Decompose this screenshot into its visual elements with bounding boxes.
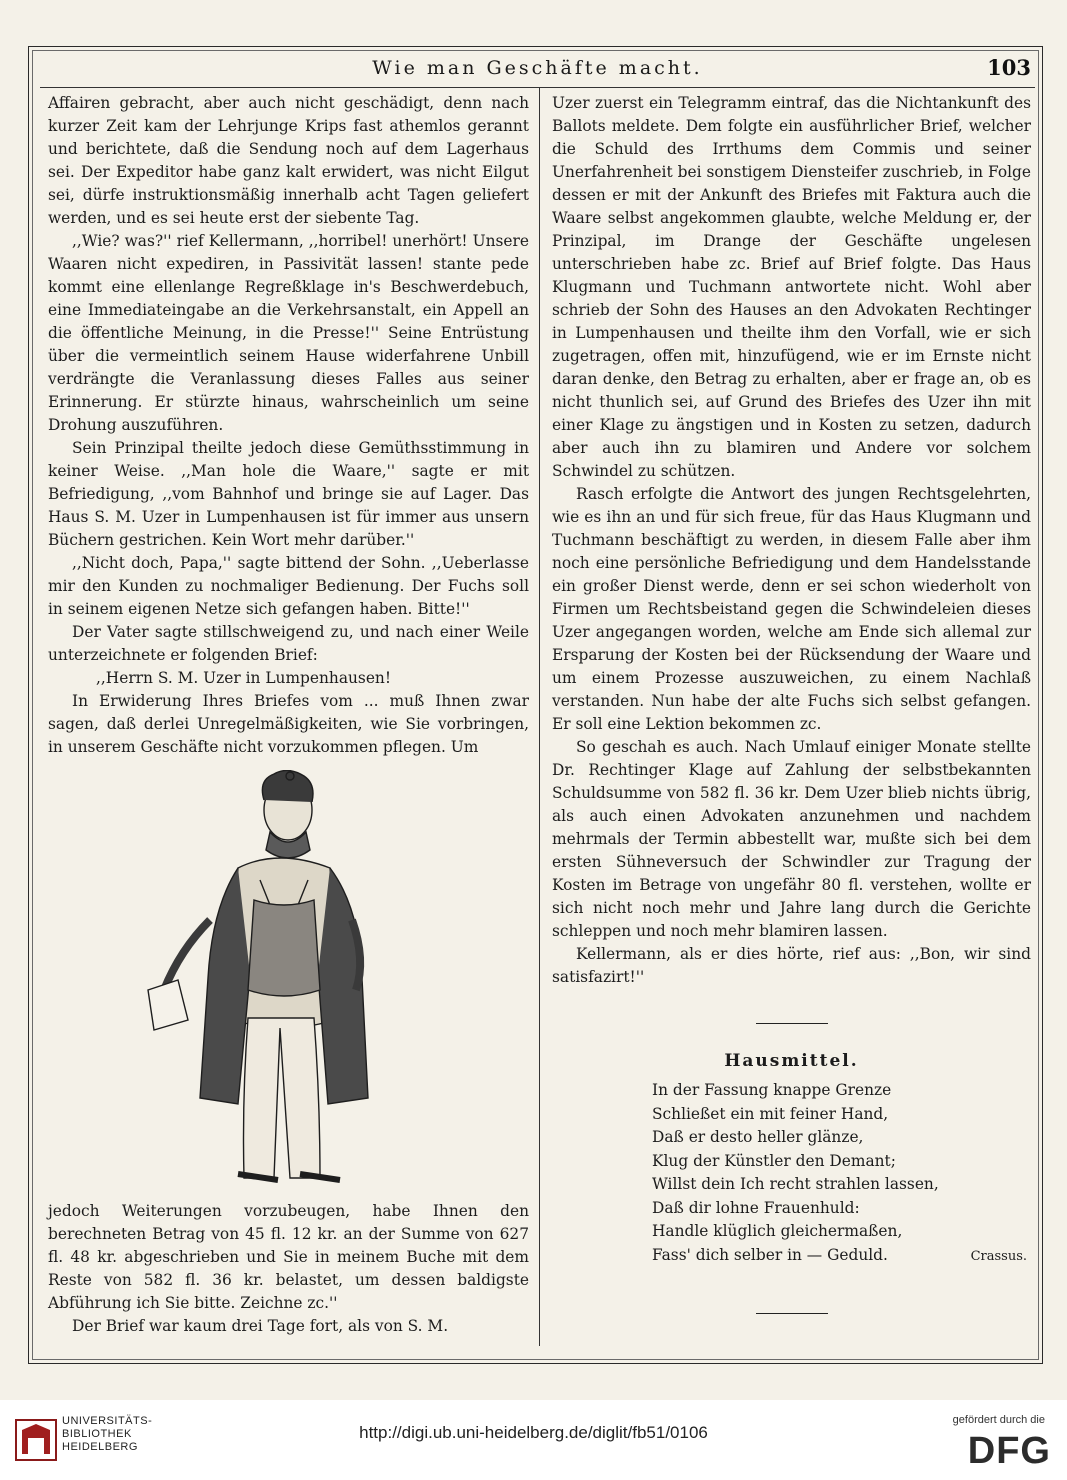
poem-line: Fass' dich selber in — Geduld. (652, 1245, 888, 1264)
poem-author: Crassus. (970, 1249, 1027, 1264)
permalink-url[interactable]: http://digi.ub.uni-heidelberg.de/diglit/fb51/0106 (359, 1423, 708, 1442)
dfg-logo: DFG (967, 1430, 1051, 1472)
header-rule (40, 87, 1035, 88)
paragraph: Kellermann, als er dies hörte, rief aus: ,,Bon, wir sind satisfazirt!'' (552, 945, 1031, 986)
section-divider (756, 1313, 828, 1314)
paragraph: So geschah es auch. Nach Umlauf einiger Monate stellte Dr. Rechtinger Klage auf Zahlung der selbstbekannten Schuldsumme von 582 fl. 36 kr. Dem Uzer blieb nichts übrig, als auch einen Advokaten anzunehmen und nachdem mehrmals der Termin abbestellt war, mußte sich bei dem ersten Sühneversuch der Schwindler zur Tragung der Kosten im Betrage von ungefähr 80 fl. verstehen, wollte er sich nicht noch mehr und Jahre lang durch die Gerichte schleppen und noch mehr blamiren lassen. (552, 738, 1031, 940)
paragraph: Sein Prinzipal theilte jedoch diese Gemüthsstimmung in keiner Weise. ,,Man hole die Waare,'' sagte er mit Befriedigung, ,,vom Bahnhof und bringe sie auf Lager. Das Haus S. M. Uzer in Lumpenhausen ist für immer aus unsern Büchern gestrichen. Kein Wort mehr darüber.'' (48, 439, 529, 549)
running-header (40, 55, 1035, 89)
page-number: 103 (987, 55, 1031, 80)
poem-title: Hausmittel. (724, 1051, 859, 1071)
right-column (552, 92, 1031, 1314)
paragraph: Rasch erfolgte die Antwort des jungen Rechtsgelehrten, wie es ihn an und für sich freue, für das Haus Klugmann und Tuchmann beschäftigt zu werden, in diesem Falle aber ihm noch eine persönliche Befriedigung und dem Handelsstande ein großer Dienst werde, denn er sei schon wiederholt von Firmen um Rechtsbeistand gegen die Schwindeleien dieses Uzer angegangen worden, welche am Ende sich allemal zur Ersparung der Kosten bei der Rücksendung der Waare und um einem Prozesse auszuweichen, zu einem Nachlaß verstanden. Nun habe der alte Fuchs sich selbst gefangen. Er soll eine Lektion bekommen zc. (552, 485, 1031, 733)
poem-line: Daß dir lohne Frauenhuld: (652, 1198, 860, 1217)
institution-line: BIBLIOTHEK (62, 1428, 132, 1440)
poem-line: Handle klüglich gleichermaßen, (652, 1222, 903, 1240)
paragraph: jedoch Weiterungen vorzubeugen, habe Ihnen den berechneten Betrag von 45 fl. 12 kr. an der Summe von 627 fl. 48 kr. abgeschrieben und Sie in meinem Buche mit dem Reste von 582 fl. 36 kr. belastet, um dessen baldigste Abführung ich Sie bitte. Zeichne zc.'' (48, 1202, 529, 1312)
paragraph: ,,Wie? was?'' rief Kellermann, ,,horribel! unerhört! Unsere Waaren nicht expediren, in Passivität lassen! stante pede kommt eine ellenlange Regreßklage in's Beschwerdebuch, eine Immediateingabe an die Verkehrsanstalt, ein Appell an die öffentliche Meinung, in die Presse!'' Seine Entrüstung über die vermeintlich seinem Hause widerfahrene Unbill verdrängte die Veranlassung dieses Falles aus seiner Erinnerung. Er stürzte hinaus, wahrscheinlich um seine Drohung auszuführen. (48, 232, 529, 434)
paragraph: Affairen gebracht, aber auch nicht geschädigt, denn nach kurzer Zeit kam der Lehrjunge Krips fast athemlos gerannt und berichtete, daß die Sendung noch auf dem Lagerhaus sei. Der Expeditor habe ganz kalt erwidert, was nicht Eilgut sei, dürfe instruktionsmäßig innerhalb acht Tagen geliefert werden, und es sei heute erst der siebente Tag. (48, 94, 529, 227)
poem-line: Willst dein Ich recht strahlen lassen, (652, 1175, 939, 1193)
institution-line: HEIDELBERG (62, 1441, 138, 1453)
poem (652, 1079, 1031, 1267)
column-rule (539, 88, 540, 1346)
poem-line: In der Fassung knappe Grenze (652, 1081, 892, 1099)
paragraph: Der Vater sagte stillschweigend zu, und nach einer Weile unterzeichnete er folgenden Brief: (48, 623, 529, 664)
paragraph: Uzer zuerst ein Telegramm eintraf, das die Nichtankunft des Ballots meldete. Dem folgte ein ausführlicher Brief, welcher die Schuld des Irrthums dem Commis und seiner Unerfahrenheit bei sonstigem Diensteifer zuschrieb, in Folge dessen er mit der Ankunft des Briefes mit Faktura auch die Waare selbst angekommen glaubte, welche Meldung er, der Prinzipal, im Drange der Geschäfte ungelesen unterschrieben habe zc. Brief auf Brief folgte. Das Haus Klugmann und Tuchmann antwortete nicht. Wohl aber schrieb der Sohn des Hauses an den Advokaten Rechtinger in Lumpenhausen und theilte ihm den Vorfall, wie er sich zugetragen, offen mit, hinzufügend, wie er im Ernste nicht daran denke, den Betrag zu erhalten, aber er frage an, ob es nicht thunlich sei, auf Grund des Briefes des Uzer ihn mit einer Klage zu ängstigen und in Kosten zu setzen, dadurch aber auch ihn zu blamiren und Andere vor solchem Schwindel zu schützen. (552, 94, 1031, 480)
viewer-footer (0, 1400, 1067, 1480)
running-title: Wie man Geschäfte macht. (372, 57, 703, 79)
institution-line: UNIVERSITÄTS- (62, 1415, 153, 1427)
paragraph: In Erwiderung Ihres Briefes vom ... muß Ihnen zwar sagen, daß derlei Unregelmäßigkeiten, wie Sie vorbringen, in unserem Geschäfte nicht vorzukommen pflegen. Um (48, 692, 529, 756)
poem-line: Klug der Künstler den Demant; (652, 1151, 896, 1170)
paragraph: ,,Nicht doch, Papa,'' sagte bittend der Sohn. ,,Ueberlasse mir den Kunden zu nochmaliger Bedienung. Der Fuchs soll in seinem eigenen Netze sich gefangen haben. Bitte!'' (48, 554, 529, 618)
left-column-bottom (48, 1200, 529, 1338)
poem-line: Schließet ein mit feiner Hand, (652, 1104, 889, 1123)
left-column-top (48, 92, 529, 759)
letter-salutation: ,,Herrn S. M. Uzer in Lumpenhausen! (96, 669, 392, 687)
illustration-merchant (130, 770, 430, 1190)
poem-line: Daß er desto heller glänze, (652, 1128, 864, 1146)
section-divider (756, 1023, 828, 1024)
funded-by-label: gefördert durch die (952, 1414, 1045, 1426)
paragraph: Der Brief war kaum drei Tage fort, als von S. M. (72, 1317, 449, 1335)
